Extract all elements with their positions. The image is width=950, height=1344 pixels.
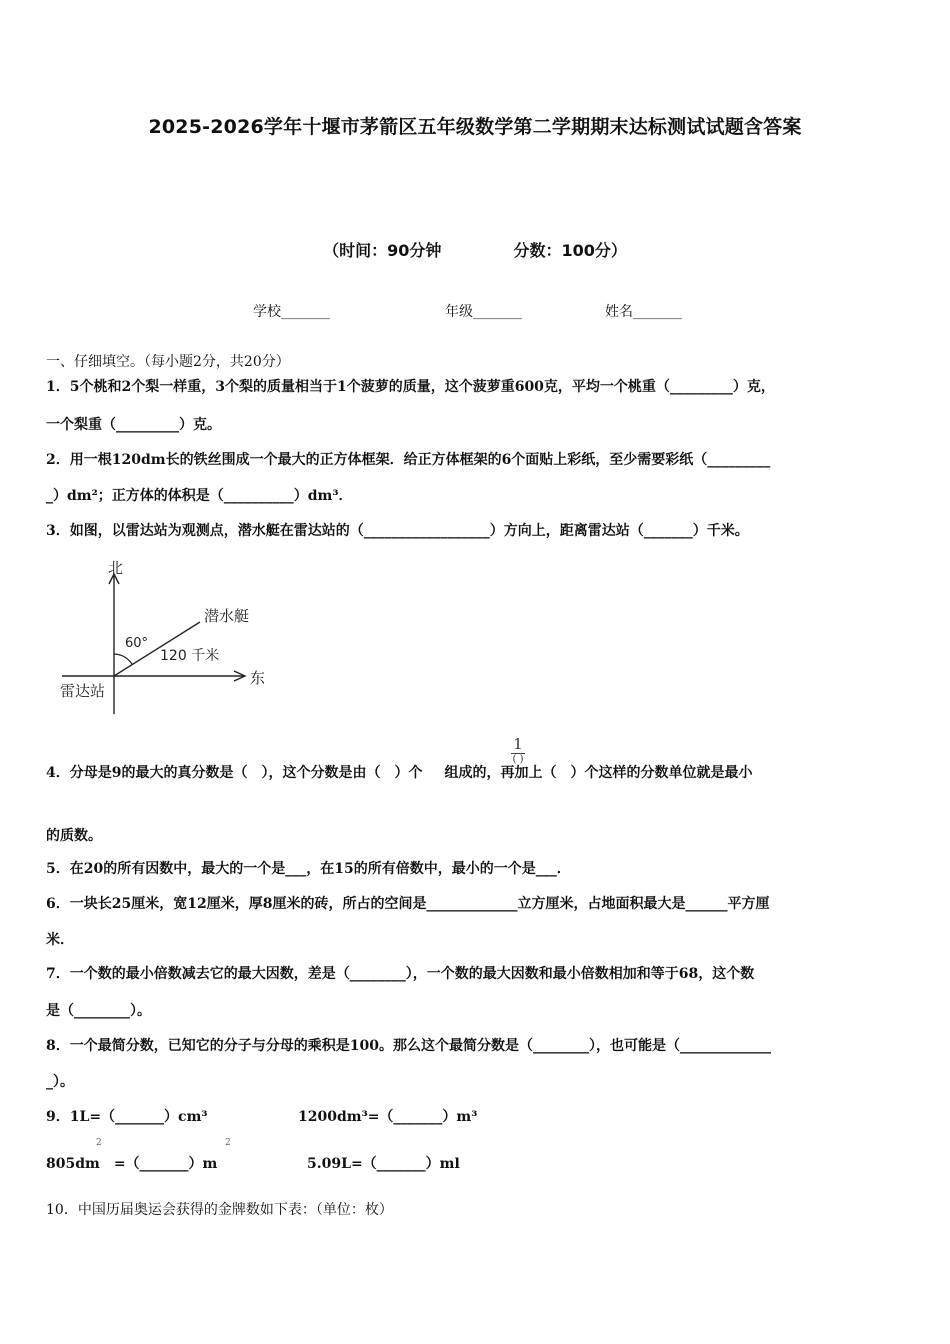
name-field: 姓名_______ xyxy=(605,304,682,320)
question-2-line-2: _）dm²；正方体的体积是（__________）dm³． xyxy=(46,488,353,504)
north-label: 北 xyxy=(108,559,124,577)
exam-meta xyxy=(0,238,950,261)
question-9-part-4: 5.09L=（_______）ml xyxy=(307,1156,460,1172)
exam-time: （时间：90分钟 xyxy=(323,241,442,260)
question-10: 10．中国历届奥运会获得的金牌数如下表：（单位：枚） xyxy=(46,1202,393,1218)
question-4-part-b: 组成的，再加上（ ）个这样的分数单位就是最小 xyxy=(444,765,753,781)
question-1-line-2: 一个梨重（_________）克。 xyxy=(46,417,221,433)
distance-label: 120 千米 xyxy=(160,648,220,664)
angle-label: 60° xyxy=(125,636,149,651)
question-4-line-1 xyxy=(46,762,752,782)
angle-arc xyxy=(114,654,132,664)
fraction-numerator: 1 xyxy=(513,735,523,753)
radar-diagram xyxy=(56,556,286,721)
superscript-dm: 2 xyxy=(96,1138,102,1148)
question-6-line-2: 米． xyxy=(46,932,74,948)
school-field: 学校_______ xyxy=(253,304,330,320)
question-9-part-1: 9．1L=（_______）cm³ xyxy=(46,1109,208,1125)
page-title: 2025-2026学年十堰市茅箭区五年级数学第二学期期末达标测试试题含答案 xyxy=(148,116,802,138)
question-7-line-2: 是（________）。 xyxy=(46,1003,151,1019)
unit-fraction xyxy=(508,735,528,766)
question-5: 5．在20的所有因数中，最大的一个是___，在15的所有倍数中，最小的一个是___． xyxy=(46,861,571,877)
question-7-line-1: 7．一个数的最小倍数减去它的最大因数，差是（________），一个数的最大因数和最小倍数相加和等于68，这个数 xyxy=(46,966,755,982)
section-heading: 一、仔细填空。（每小题2分，共20分） xyxy=(46,354,290,370)
question-3: 3．如图，以雷达站为观测点，潜水艇在雷达站的（__________________）方向上，距离雷达站（_______）千米。 xyxy=(46,523,749,539)
question-1-line-1: 1．5个桃和2个梨一样重，3个梨的质量相当于1个菠萝的质量，这个菠萝重600克，平均一个桃重（_________）克， xyxy=(46,379,775,395)
grade-field: 年级_______ xyxy=(445,304,522,320)
east-label: 东 xyxy=(250,669,266,687)
station-label: 雷达站 xyxy=(60,682,106,700)
question-4-part-a: 4．分母是9的最大的真分数是（ ），这个分数是由（ ）个 xyxy=(46,765,423,781)
question-9-part-2: 1200dm³=（_______）m³ xyxy=(298,1109,478,1125)
submarine-label: 潜水艇 xyxy=(204,607,250,625)
question-2-line-1: 2．用一根120dm长的铁丝围成一个最大的正方体框架．给正方体框架的6个面贴上彩纸，至少需要彩纸（_________ xyxy=(46,452,771,468)
question-4-line-2: 的质数。 xyxy=(46,828,102,844)
question-8-line-1: 8．一个最简分数，已知它的分子与分母的乘积是100。那么这个最简分数是（________），也可能是（_____________ xyxy=(46,1038,771,1054)
question-9-part-3: 805dm =（_______）m xyxy=(46,1156,218,1172)
exam-score: 分数：100分） xyxy=(513,241,627,260)
superscript-m: 2 xyxy=(225,1138,231,1148)
question-6-line-1: 6．一块长25厘米，宽12厘米，厚8厘米的砖，所占的空间是_____________立方厘米，占地面积最大是______平方厘 xyxy=(46,896,770,912)
fraction-denominator: ( ) xyxy=(512,754,524,765)
question-8-line-2: _）。 xyxy=(46,1074,74,1090)
